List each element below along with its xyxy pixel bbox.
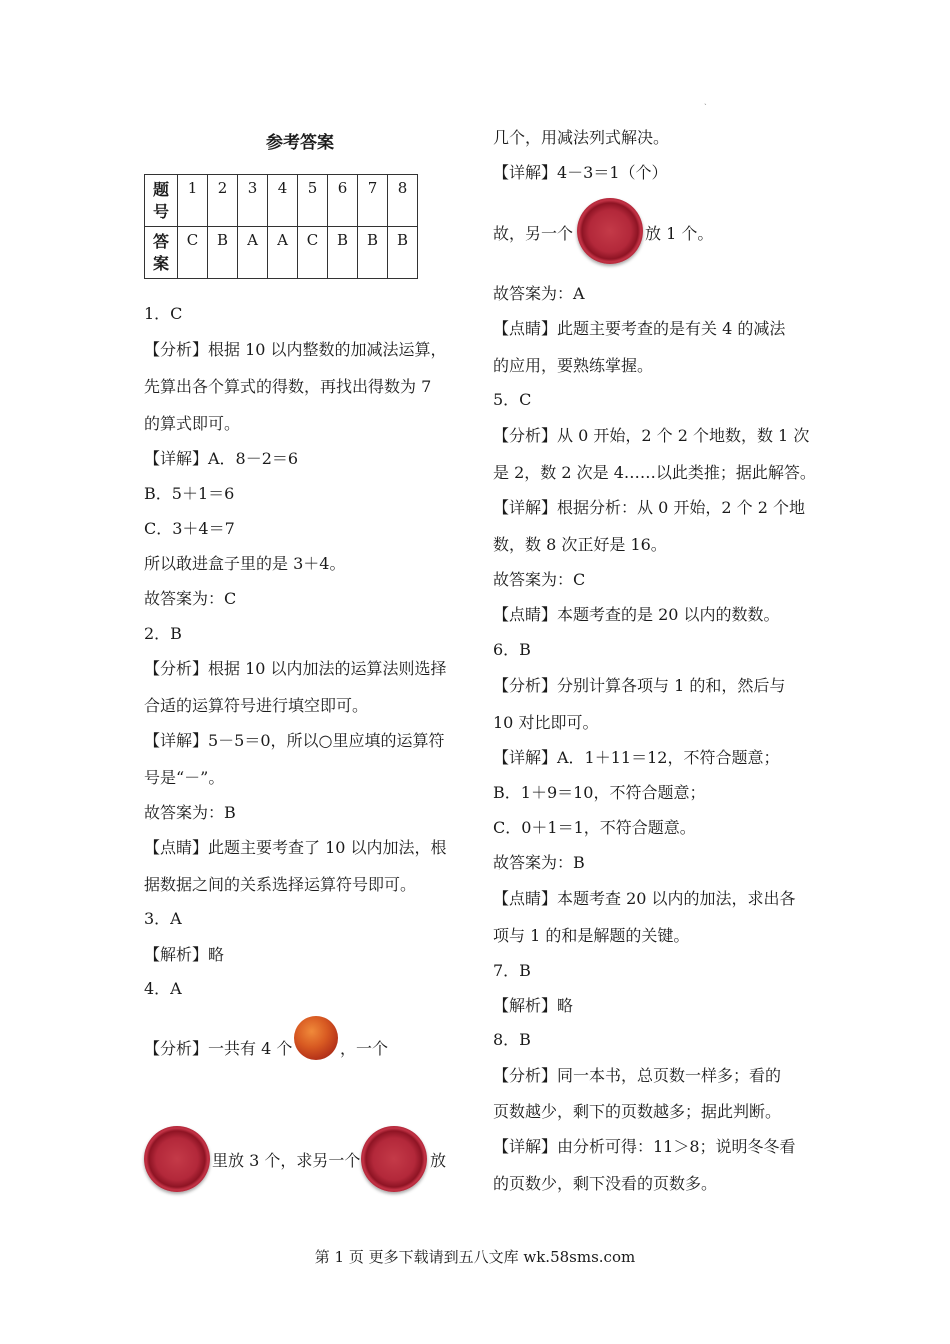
text-line: 【分析】分别计算各项与 1 的和，然后与 xyxy=(493,676,786,695)
table-cell-answer: B xyxy=(358,227,388,279)
text-line: 的应用，要熟练掌握。 xyxy=(493,356,654,375)
table-cell-number: 6 xyxy=(328,175,358,227)
text-line: 【点睛】此题主要考查了 10 以内加法，根 xyxy=(144,838,447,857)
text-line: 【点睛】本题考查的是 20 以内的数数。 xyxy=(493,605,780,624)
table-cell-answer: B xyxy=(208,227,238,279)
text-line: 据数据之间的关系选择运算符号即可。 xyxy=(144,875,417,894)
text-line: C．0＋1＝1，不符合题意。 xyxy=(493,818,696,837)
text-line: 【详解】5－5＝0，所以○里应填的运算符 xyxy=(144,731,445,750)
text-line: 故答案为：B xyxy=(493,853,585,872)
text-line: 放 1 个。 xyxy=(645,224,714,243)
text-line: 2．B xyxy=(144,624,182,643)
table-cell-number: 4 xyxy=(268,175,298,227)
text-line: ，一个 xyxy=(340,1039,389,1058)
text-line: 4．A xyxy=(144,979,182,998)
text-line: 数，数 8 次正好是 16。 xyxy=(493,535,667,554)
table-cell-number: 8 xyxy=(388,175,418,227)
text-line: 的算式即可。 xyxy=(144,414,241,433)
text-line: 5．C xyxy=(493,390,532,409)
text-line: 10 对比即可。 xyxy=(493,713,599,732)
table-cell-number: 1 xyxy=(178,175,208,227)
plate-icon xyxy=(144,1126,210,1192)
text-line: 【解析】略 xyxy=(493,996,574,1015)
text-line: 项与 1 的和是解题的关键。 xyxy=(493,926,690,945)
text-line: 页数越少，剩下的页数越多；据此判断。 xyxy=(493,1102,782,1121)
text-line: 【详解】根据分析：从 0 开始，2 个 2 个地 xyxy=(493,498,805,517)
text-line: 几个，用减法列式解决。 xyxy=(493,128,670,147)
page-footer: 第 1 页 更多下载请到五八文库 wk.58sms.com xyxy=(314,1248,636,1266)
text-line: 先算出各个算式的得数，再找出得数为 7 xyxy=(144,377,432,396)
corner-mark: ˎ xyxy=(704,96,707,105)
text-line: 故答案为：A xyxy=(493,284,585,303)
text-line: 故答案为：C xyxy=(493,570,586,589)
text-line: 是 2，数 2 次是 4……以此类推；据此解答。 xyxy=(493,463,816,482)
table-cell-number: 5 xyxy=(298,175,328,227)
text-line: 【点睛】此题主要考查的是有关 4 的减法 xyxy=(493,319,786,338)
plate-icon xyxy=(361,1126,427,1192)
text-line: 号是“－”。 xyxy=(144,768,225,787)
table-cell-answer: B xyxy=(328,227,358,279)
text-line: 【点睛】本题考查 20 以内的加法，求出各 xyxy=(493,889,796,908)
text-line: 【详解】A．8－2＝6 xyxy=(144,449,299,468)
text-line: 【分析】根据 10 以内加法的运算法则选择 xyxy=(144,659,447,678)
table-cell-number: 3 xyxy=(238,175,268,227)
table-cell-answer: B xyxy=(388,227,418,279)
text-line: 故，另一个 xyxy=(493,224,574,243)
table-cell-number: 2 xyxy=(208,175,238,227)
text-line: 【分析】根据 10 以内整数的加减法运算， xyxy=(144,340,447,359)
text-line: 放 xyxy=(430,1151,447,1170)
plate-icon xyxy=(577,198,643,264)
text-line: 【分析】从 0 开始，2 个 2 个地数，数 1 次 xyxy=(493,426,810,445)
text-line: 故答案为：B xyxy=(144,803,236,822)
text-line: 【详解】A．1＋11＝12，不符合题意； xyxy=(493,748,780,767)
text-line: 【分析】一共有 4 个 xyxy=(144,1039,293,1058)
text-line: 故答案为：C xyxy=(144,589,237,608)
table-header-number: 题 号 xyxy=(145,175,178,227)
text-line: 的页数少，剩下没看的页数多。 xyxy=(493,1174,718,1193)
text-line: 【详解】由分析可得：11＞8；说明冬冬看 xyxy=(493,1137,796,1156)
text-line: 合适的运算符号进行填空即可。 xyxy=(144,696,369,715)
text-line: 【详解】4－3＝1（个） xyxy=(493,163,668,182)
text-line: 1．C xyxy=(144,304,183,323)
table-cell-answer: A xyxy=(268,227,298,279)
table-cell-number: 7 xyxy=(358,175,388,227)
text-line: 8．B xyxy=(493,1030,531,1049)
text-line: 里放 3 个，求另一个 xyxy=(212,1151,361,1170)
text-line: 6．B xyxy=(493,640,531,659)
page-title: 参考答案 xyxy=(266,133,334,153)
text-line: 【分析】同一本书，总页数一样多；看的 xyxy=(493,1066,782,1085)
table-header-answer: 答 案 xyxy=(145,227,178,279)
text-line: 【解析】略 xyxy=(144,945,225,964)
text-line: C．3＋4＝7 xyxy=(144,519,235,538)
apple-icon xyxy=(294,1016,338,1060)
table-cell-answer: A xyxy=(238,227,268,279)
text-line: B．5＋1＝6 xyxy=(144,484,235,503)
text-line: 所以敢进盒子里的是 3＋4。 xyxy=(144,554,346,573)
text-line: B．1＋9＝10，不符合题意； xyxy=(493,783,706,802)
table-cell-answer: C xyxy=(298,227,328,279)
text-line: 3．A xyxy=(144,909,182,928)
table-cell-answer: C xyxy=(178,227,208,279)
text-line: 7．B xyxy=(493,961,531,980)
answer-table xyxy=(144,174,418,279)
